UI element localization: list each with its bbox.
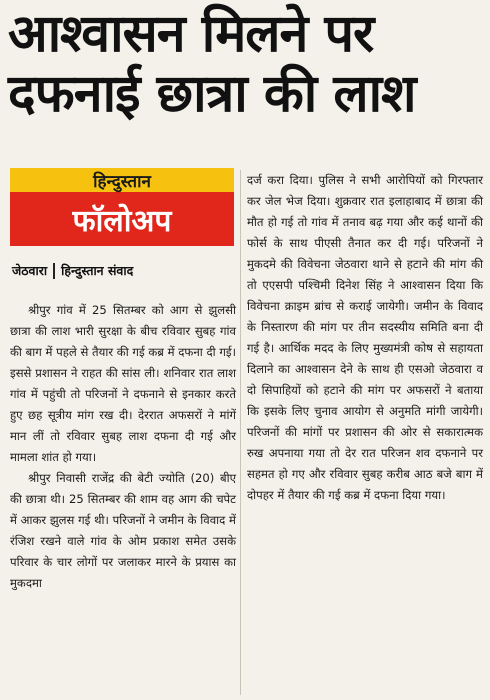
hindustan-followup-logo — [10, 168, 234, 246]
byline-place: जेठवारा — [12, 263, 48, 278]
byline-separator — [53, 263, 55, 279]
headline-line-2: दफनाई छात्रा की लाश — [8, 64, 416, 124]
brand-followup-label: फॉलोअप — [10, 192, 234, 246]
article-paragraph-3: दर्ज करा दिया। पुलिस ने सभी आरोपियों को गिरफ्तार कर जेल भेज दिया। शुक्रवार रात इलाहाबाद में छात्रा की मौत हो गई तो गांव में तनाव बढ़ गया और कई थानों की फोर्स के साथ पीएसी तैनात कर दी गई। परिजनों ने मुकदमे की विवेचना जेठवारा थाने से हटाने की मांग की तो एएसपी पश्चिमी दिनेश सिंह ने आश्वासन दिया कि विवेचना क्राइम ब्रांच से कराई जायेगी। जमीन के विवाद के निस्तारण की मांग पर तीन सदस्यीय समिति बना दी गई है। आर्थिक मदद के लिए मुख्यमंत्री कोष से सहायता दिलाने का आश्वासन देने के साथ ही एसओ जेठवारा व दो सिपाहियों को हटाने की मांग पर अफसरों ने बताया कि इसके लिए चुनाव आयोग से अनुमति मांगी जायेगी। परिजनों की मांगों पर प्रशासन की ओर से सकारात्मक रुख अपनाया गया तो देर रात परिजन शव दफनाने पर सहमत हो गए और रविवार सुबह करीब आठ बजे बाग में दोपहर में तैयार की गई कब्र में दफना दिया गया। — [247, 173, 483, 502]
byline-source: हिन्दुस्तान संवाद — [61, 263, 134, 278]
article-paragraph-2: श्रीपुर निवासी राजेंद्र की बेटी ज्योति (20) बीए की छात्रा थी। 25 सितम्बर की शाम वह आग की चपेट में आकर झुलस गई थी। परिजनों ने जमीन के विवाद में रंजिश रखने वाले गांव के ओम प्रकाश समेत उसके परिवार के चार लोगों पर जलाकर मारने के प्रयास का मुकदमा — [10, 471, 236, 590]
column-divider — [240, 170, 241, 695]
byline — [12, 262, 236, 279]
article-paragraph-1: श्रीपुर गांव में 25 सितम्बर को आग से झुलसी छात्रा की लाश भारी सुरक्षा के बीच रविवार सुबह गांव की बाग में पहले से तैयार की गई कब्र में दफना दी गई। इससे प्रशासन ने राहत की सांस ली। शनिवार रात लाश गांव में पहुंची तो परिजनों ने दफनाने से इनकार करते हुए छह सूत्रीय मांग रख दी। देररात अफसरों ने मांगें मान लीं तो रविवार सुबह लाश दफना दी गई और मामला शांत हो गया। — [10, 303, 236, 464]
article-column-left — [10, 300, 236, 594]
headline — [8, 4, 484, 124]
article-column-right — [247, 170, 483, 506]
headline-line-1: आश्वासन मिलने पर — [8, 4, 374, 64]
brand-masthead: हिन्दुस्तान — [10, 168, 234, 192]
